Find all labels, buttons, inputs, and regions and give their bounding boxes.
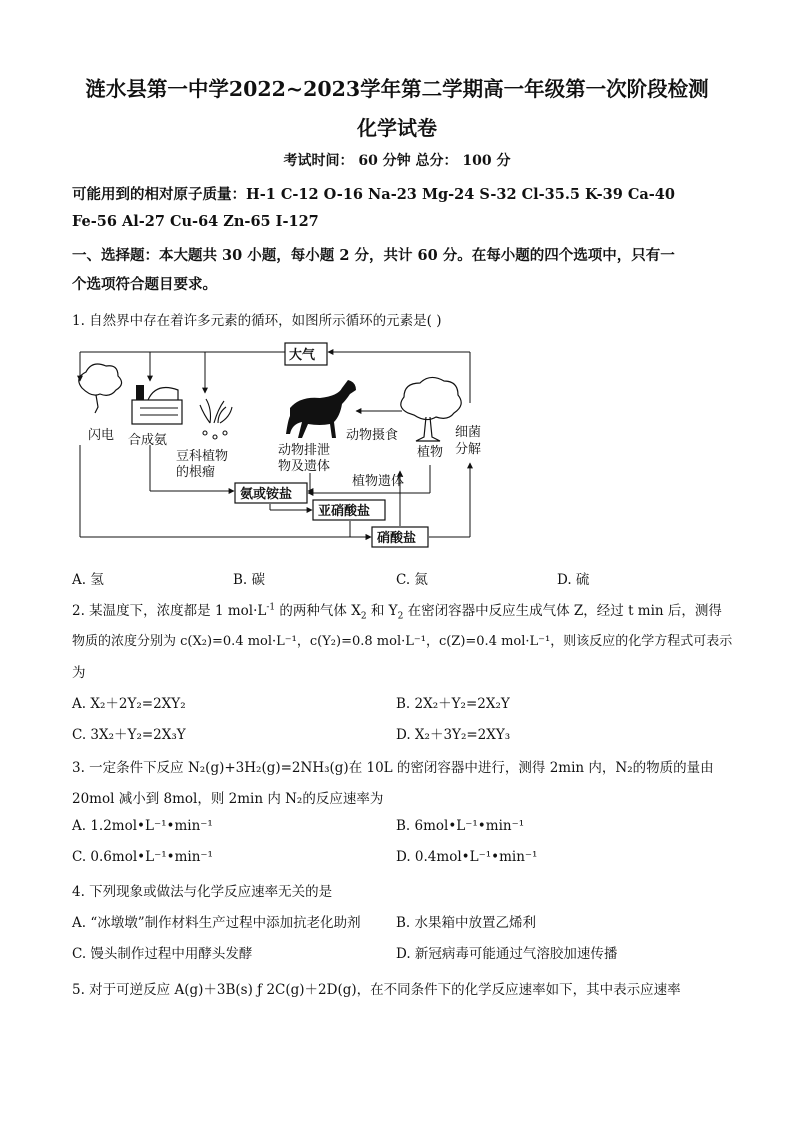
tree-icon (401, 377, 461, 441)
q2-option-d: D. X₂＋3Y₂=2XY₃ (396, 727, 511, 743)
synthetic-ammonia-label: 合成氨 (128, 433, 168, 448)
q1-option-a: A. 氢 (72, 572, 104, 588)
bacteria-label-2: 分解 (455, 442, 482, 457)
atmosphere-label: 大气 (289, 348, 316, 363)
q2-option-c: C. 3X₂＋Y₂=2X₃Y (72, 727, 186, 743)
legume-label-2: 的根瘤 (176, 465, 216, 480)
q3-option-c: C. 0.6mol•L⁻¹•min⁻¹ (72, 849, 213, 865)
legume-icon (200, 399, 232, 439)
animal-excrete-label-1: 动物排泄 (278, 443, 331, 458)
q3-option-b: B. 6mol•L⁻¹•min⁻¹ (396, 818, 525, 834)
atomic-masses-line2: Fe-56 Al-27 Cu-64 Zn-65 I-127 (72, 213, 319, 230)
q4-option-c: C. 馒头制作过程中用酵头发酵 (72, 946, 253, 962)
nitrogen-cycle-diagram (70, 333, 490, 553)
q4-option-a: A. “冰墩墩”制作材料生产过程中添加抗老化助剂 (72, 915, 361, 931)
q4-stem: 4. 下列现象或做法与化学反应速率无关的是 (72, 884, 333, 900)
q2-line2: 物质的浓度分别为 c(X₂)=0.4 mol·L⁻¹，c(Y₂)=0.8 mol·L⁻¹，c(Z)=0.4 mol·L⁻¹，则该反应的化学方程式可表示 (72, 634, 733, 649)
q2-line3: 为 (72, 665, 86, 681)
plant-remains-label: 植物遗体 (352, 474, 405, 489)
q5-line1: 5. 对于可逆反应 A(g)＋3B(s) ƒ 2C(g)＋2D(g)，在不同条件下的化学反应速率如下，其中表示应速率 (72, 982, 681, 998)
animal-excrete-label-2: 物及遗体 (278, 459, 331, 474)
q1-option-d: D. 硫 (557, 572, 590, 588)
factory-icon (132, 385, 182, 424)
q3-line1: 3. 一定条件下反应 N₂(g)+3H₂(g)=2NH₃(g)在 10L 的密闭容器中进行，测得 2min 内，N₂的物质的量由 (72, 760, 714, 776)
plant-label: 植物 (417, 445, 444, 460)
nitrate-box-label: 硝酸盐 (377, 531, 417, 546)
ammonia-box-label: 氨或铵盐 (240, 487, 293, 502)
q3-line2: 20mol 减小到 8mol，则 2min 内 N₂的反应速率为 (72, 791, 384, 807)
atomic-masses-line1: 可能用到的相对原子质量：H-1 C-12 O-16 Na-23 Mg-24 S-32 Cl-35.5 K-39 Ca-40 (72, 186, 675, 203)
q2-option-b: B. 2X₂＋Y₂=2X₂Y (396, 696, 510, 712)
q3-option-a: A. 1.2mol•L⁻¹•min⁻¹ (72, 818, 213, 834)
exam-info: 考试时间： 60 分钟 总分： 100 分 (283, 153, 511, 169)
page-subtitle: 化学试卷 (357, 116, 437, 140)
q2-line1: 2. 某温度下，浓度都是 1 $mol\cdot L^{-1}$ 的两种气体 $X_2$ 和 $Y_2$ 在密闭容器中反应生成气体 Z，经过 t min 后，测得 (72, 602, 722, 622)
bacteria-label-1: 细菌 (455, 425, 482, 440)
section-heading-line2: 个选项符合题目要求。 (72, 276, 217, 293)
q1-option-b: B. 碳 (233, 572, 266, 588)
page-title: 涟水县第一中学2022~2023学年第二学期高一年级第一次阶段检测 (85, 77, 709, 101)
nitrite-box-label: 亚硝酸盐 (318, 504, 371, 519)
q4-option-d: D. 新冠病毒可能通过气溶胶加速传播 (396, 946, 618, 962)
legume-label-1: 豆科植物 (176, 449, 229, 464)
q1-stem: 1. 自然界中存在着许多元素的循环，如图所示循环的元素是( ) (72, 313, 442, 329)
q2-option-a: A. X₂＋2Y₂=2XY₂ (72, 696, 186, 712)
animal-eat-label: 动物摄食 (346, 428, 399, 443)
lightning-label: 闪电 (88, 428, 115, 443)
q3-option-d: D. 0.4mol•L⁻¹•min⁻¹ (396, 849, 538, 865)
q4-option-b: B. 水果箱中放置乙烯利 (396, 915, 537, 931)
lightning-icon (79, 364, 122, 413)
q1-option-c: C. 氮 (396, 572, 428, 588)
section-heading-line1: 一、选择题：本大题共 30 小题，每小题 2 分，共计 60 分。在每小题的四个选项中，只有一 (72, 247, 675, 264)
